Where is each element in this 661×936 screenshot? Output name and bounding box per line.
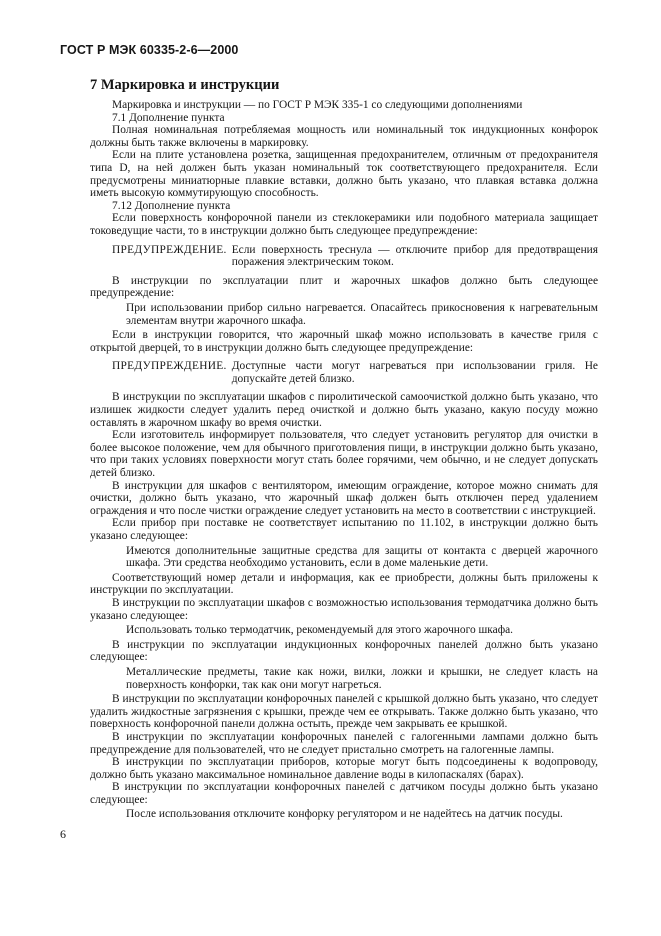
paragraph-fan-guard: В инструкции для шкафов с вентилятором, имеющим ограждение, которое можно снимать для очистки, должно быть указано, что жарочный шкаф должен быть отключен перед удалением ограждения и что после чистки ограждение следует установить на место в соответствии с инструкцией. (90, 479, 598, 517)
page-number: 6 (60, 827, 66, 841)
quoted-pan-sensor: После использования отключите конфорку регулятором и не надейтесь на датчик посуды. (126, 808, 563, 821)
paragraph-7-1-power: Полная номинальная потребляемая мощность или номинальный ток индукционных конфорок должны быть также включены в маркировку. (90, 124, 598, 149)
warning-label: ПРЕДУПРЕЖДЕНИЕ. (112, 243, 227, 256)
quoted-thermo-probe: Использовать только термодатчик, рекомендуемый для этого жарочного шкафа. (126, 624, 514, 637)
paragraph-induction: В инструкции по эксплуатации индукционных конфорочных панелей должно быть указано следующее: (90, 638, 598, 664)
paragraph-oven-warning: В инструкции по эксплуатации плит и жарочных шкафов должно быть следующее предупреждение: (90, 274, 598, 300)
paragraph-halogen: В инструкции по эксплуатации конфорочных панелей с галогенными лампами должно быть предупреждение для пользователей, что не следует пристально смотреть на галогенные лампы. (90, 730, 598, 756)
warning-block-cracked-surface (112, 244, 598, 269)
clause-7-12: 7.12 Дополнение пункта (112, 199, 231, 212)
page-content (90, 77, 598, 823)
warning-text: Если поверхность треснула — отключите прибор для предотвращения поражения электрическим током. (231, 243, 598, 269)
paragraph-7-1-socket: Если на плите установлена розетка, защищенная предохранителем, отличным от предохранителя типа D, на ней должен быть указан номинальный ток соответствующего предохранителя. Если предусмотрены миниатюрные плавкие вставки, должно быть указано, что плавкая вставка должна иметь высокую коммутирующую способность. (90, 149, 598, 200)
section-title: 7 Маркировка и инструкции (90, 77, 280, 93)
paragraph-regulator: Если изготовитель информирует пользователя, что следует установить регулятор для очистки в более высокое положение, чем для обычного приготовления пищи, в инструкции должно быть указано, что при таких условиях поверхности могут стать более горячими, чем обычно, и не следует допускать детей близко. (90, 429, 598, 480)
paragraph-lid: В инструкции по эксплуатации конфорочных панелей с крышкой должно быть указано, что следует удалить жидкостные загрязнения с крышки, прежде чем ее открывать. Также должно быть указано, что поверхность конфорочной панели должна остыть, прежде чем закрывать ее крышкой. (90, 693, 598, 731)
paragraph-pyrolytic: В инструкции по эксплуатации шкафов с пиролитической самоочисткой должно быть указано, что излишек жидкости следует удалить перед очисткой и должно быть указано, какую посуду можно оставлять в жарочном шкафу во время очистки. (90, 391, 598, 429)
paragraph-7-12-glass: Если поверхность конфорочной панели из стеклокерамики или подобного материала защищает токоведущие части, то в инструкции должно быть следующее предупреждение: (90, 212, 598, 237)
clause-7-1: 7.1 Дополнение пункта (112, 111, 225, 124)
quoted-door-protection: Имеются дополнительные защитные средства для защиты от контакта с дверцей жарочного шкафа. Эти средства необходимо установить, если в доме маленькие дети. (126, 544, 598, 570)
quoted-oven-warning: При использовании прибор сильно нагревается. Опасайтесь прикосновения к нагревательным элементам внутри жарочного шкафа. (126, 301, 598, 327)
paragraph-water-pressure: В инструкции по эксплуатации приборов, которые могут быть подсоединены к водопроводу, должно быть указано максимальное номинальное давление воды в килопаскалях (барах). (90, 756, 598, 781)
paragraph-grill: Если в инструкции говорится, что жарочный шкаф можно использовать в качестве гриля с открытой дверцей, то в инструкции должно быть следующее предупреждение: (90, 329, 598, 354)
warning-text: Доступные части могут нагреваться при использовании гриля. Не допускайте детей близко. (231, 360, 598, 385)
paragraph-test-11-102: Если прибор при поставке не соответствует испытанию по 11.102, в инструкции должно быть указано следующее: (90, 517, 598, 542)
paragraph-part-number: Соответствующий номер детали и информация, как ее приобрести, должны быть приложены к инструкции по эксплуатации. (90, 571, 598, 597)
paragraph-pan-sensor: В инструкции по эксплуатации конфорочных панелей с датчиком посуды должно быть указано следующее: (90, 781, 598, 806)
document-header-code: ГОСТ Р МЭК 60335-2-6—2000 (60, 43, 239, 57)
paragraph-intro: Маркировка и инструкции — по ГОСТ Р МЭК 335-1 со следующими дополнениями (112, 99, 523, 111)
quoted-induction-metal: Металлические предметы, такие как ножи, вилки, ложки и крышки, не следует класть на поверхность конфорки, так как они могут нагреться. (126, 665, 598, 691)
warning-block-grill (112, 360, 598, 385)
warning-label: ПРЕДУПРЕЖДЕНИЕ. (112, 360, 227, 373)
paragraph-thermo-probe: В инструкции по эксплуатации шкафов с возможностью использования термодатчика должно быть указано следующее: (90, 596, 598, 622)
